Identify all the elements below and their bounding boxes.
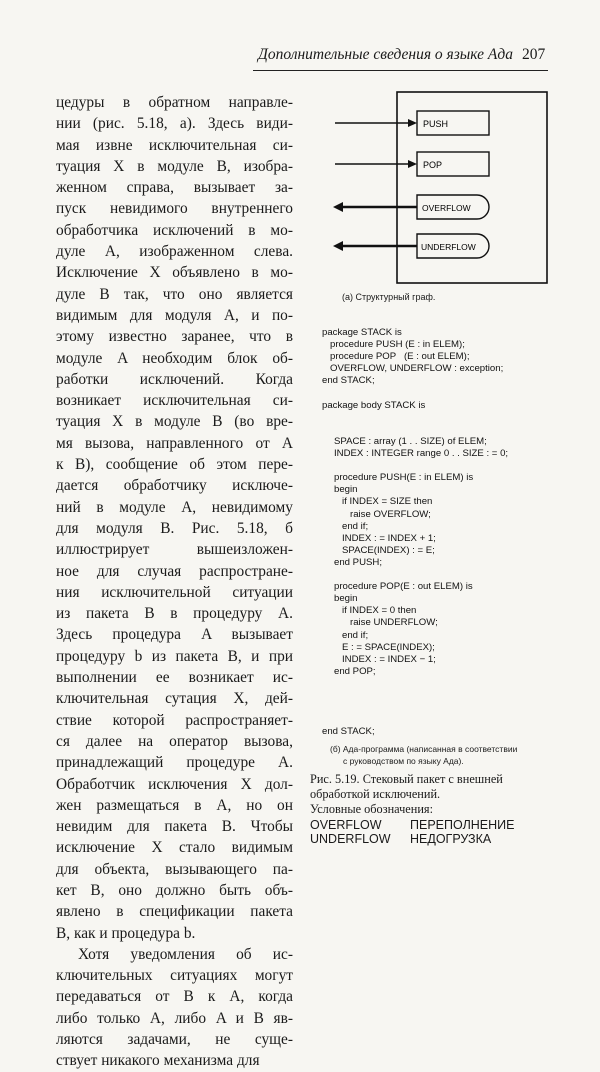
text-line: модуле A необходим блок об- [56, 349, 293, 367]
text-line: ся далее на оператор вызова, [56, 732, 293, 750]
text-line: женном справа, вызывает за- [56, 179, 293, 197]
text-line: Хотя уведомления об ис- [78, 945, 293, 963]
code-line: procedure POP(E : out ELEM) is [334, 581, 473, 593]
code-line: end PUSH; [334, 556, 382, 568]
code-line: raise OVERFLOW; [334, 508, 431, 520]
legend-term: OVERFLOW [310, 818, 382, 832]
figure-caption [310, 772, 550, 817]
code-line: INDEX : = INDEX + 1; [334, 532, 436, 544]
text-line: либо только A, либо A и B яв- [56, 1009, 293, 1027]
header-rule [253, 70, 548, 71]
structure-diagram [315, 88, 555, 288]
legend-meaning: ПЕРЕПОЛНЕНИЕ [410, 818, 515, 832]
legend-meaning: НЕДОГРУЗКА [410, 832, 492, 846]
text-line: для объекта, вызывающего па- [56, 860, 293, 878]
text-line: невидим для пакета B. Чтобы [56, 818, 293, 836]
text-line: мя вызова, направленного от A [56, 434, 293, 452]
text-line: иллюстрирует вышеизложен- [56, 541, 293, 559]
text-line: нии (рис. 5.18, а). Здесь види- [56, 115, 293, 133]
text-line: цедуры в обратном направле- [56, 94, 293, 111]
legend-term: UNDERFLOW [310, 832, 391, 846]
legend-row [310, 818, 550, 833]
text-line: туация X в модуле B, изобра- [56, 157, 293, 175]
code-body-header: package body STACK is [322, 400, 426, 411]
text-line: ключительных ситуациях могут [56, 967, 293, 985]
code-line: procedure POP (E : out ELEM); [322, 351, 470, 363]
overflow-label: OVERFLOW [422, 203, 471, 213]
text-line: процедуру b из пакета B, и при [56, 647, 293, 665]
text-line: этому известно заранее, что в [56, 328, 293, 346]
package-outline [397, 92, 547, 283]
code-line: raise UNDERFLOW; [334, 617, 438, 629]
text-line: туация X в модуле B (во вре- [56, 413, 293, 431]
code-line: if INDEX = 0 then [334, 605, 417, 617]
code-line: end if; [334, 520, 369, 532]
text-line: Здесь процедура A вызывает [56, 626, 293, 644]
text-line: для модуля B. Рис. 5.18, б [56, 519, 293, 537]
text-line: ное для случая распростране- [56, 562, 293, 580]
code-line: OVERFLOW, UNDERFLOW : exception; [322, 363, 504, 375]
code-spec [322, 327, 562, 387]
text-line: видимым для модуля A, и по- [56, 306, 293, 324]
text-line: дуле B так, что оно является [56, 285, 293, 303]
code-line: if INDEX = SIZE then [334, 496, 433, 508]
text-line: ключительная сутация X, дей- [56, 690, 293, 708]
text-line: возникает исключительная си- [56, 392, 293, 410]
text-line: дуле A, изображенном слева. [56, 243, 293, 261]
code-line [334, 460, 574, 472]
text-line: ствует никакого механизма для [56, 1052, 260, 1070]
code-line: end STACK; [322, 375, 375, 387]
code-line: SPACE : array (1 . . SIZE) of ELEM; [334, 436, 487, 447]
code-line: E : = SPACE(INDEX); [334, 641, 435, 653]
text-line: кет B, оно должно быть объ- [56, 881, 293, 899]
underflow-label: UNDERFLOW [421, 242, 476, 252]
text-line: дается обработчику исключе- [56, 477, 293, 495]
text-line: ствие которой распространяет- [56, 711, 293, 729]
text-line: из пакета B в процедуру A. [56, 605, 293, 623]
running-header-title: Дополнительные сведения о языке Ада [258, 46, 513, 63]
push-label: PUSH [423, 119, 449, 129]
text-line: ний в модуле A, невидимому [56, 498, 293, 516]
figure-caption-line2: обработкой исключений. [310, 787, 441, 801]
code-line: INDEX : INTEGER range 0 . . SIZE : = 0; [334, 448, 509, 460]
code-line: SPACE(INDEX) : = E; [334, 544, 435, 556]
text-line: явлено в спецификации пакета [56, 903, 293, 921]
legend-row [310, 832, 550, 847]
code-line: end POP; [334, 665, 376, 677]
text-line: Обработчик исключения X дол- [56, 775, 293, 793]
text-line: передаваться от B к A, когда [56, 988, 293, 1006]
text-line: к B), сообщение об этом пере- [56, 456, 293, 474]
program-caption-line1: (б) Ада-программа (написанная в соответствии [330, 744, 518, 754]
text-line: обработчика исключений в мо- [56, 221, 293, 239]
text-line: пуск невидимого внутреннего [56, 200, 293, 218]
code-line: end if; [334, 629, 369, 641]
text-line: выполнении ее возникает ис- [56, 669, 293, 687]
code-line: procedure PUSH (E : in ELEM); [322, 339, 465, 351]
code-body [334, 436, 574, 678]
code-line: INDEX : = INDEX − 1; [334, 653, 436, 665]
text-line: ляются задачами, не суще- [56, 1031, 293, 1049]
code-line: procedure PUSH(E : in ELEM) is [334, 472, 474, 484]
text-line: работки исключений. Когда [56, 370, 293, 388]
text-line: исключение X стало видимым [56, 839, 293, 857]
code-line: begin [334, 484, 358, 496]
text-line: жен размещаться в A, но он [56, 796, 293, 814]
text-line: Исключение X объявлено в мо- [56, 264, 293, 282]
program-caption-line2: с руководством по языку Ада). [343, 756, 464, 766]
text-line: ния исключительной ситуации [56, 583, 293, 601]
text-line: принадлежащий процедуре A. [56, 754, 293, 772]
figure-caption-line1: Рис. 5.19. Стековый пакет с внешней [310, 772, 503, 786]
text-line: мая извне исключительная си- [56, 136, 293, 154]
diagram-caption: (а) Структурный граф. [342, 292, 436, 302]
page-number: 207 [522, 46, 546, 63]
figure-caption-line3: Условные обозначения: [310, 802, 433, 816]
pop-label: POP [423, 160, 443, 170]
body-text-column [56, 92, 293, 1072]
text-line: B, как и процедура b. [56, 924, 196, 942]
code-line [334, 569, 574, 581]
code-line: begin [334, 593, 358, 605]
code-line: package STACK is [322, 327, 402, 338]
code-end-line: end STACK; [322, 726, 375, 737]
